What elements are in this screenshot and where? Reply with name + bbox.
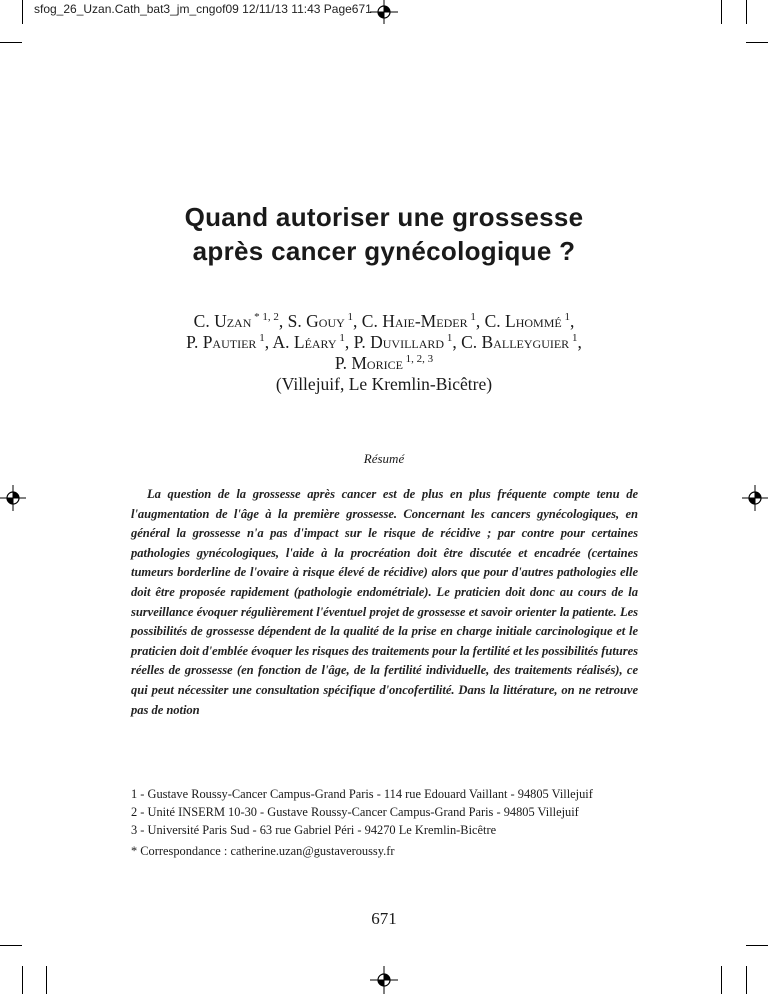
- author: C. Balleyguier $^1$,: [461, 332, 582, 352]
- abstract-heading: Résumé: [363, 451, 405, 466]
- author: P. Morice $^{1, 2, 3}$: [334, 353, 434, 373]
- affiliation-item: 1 - Gustave Roussy-Cancer Campus-Grand Paris - 114 rue Edouard Vaillant - 94805 Villejuif: [131, 787, 593, 801]
- affiliation-item: 3 - Université Paris Sud - 63 rue Gabriel Péri - 94270 Le Kremlin-Bicêtre: [131, 823, 497, 837]
- author: C. Uzan $^{* 1, 2}$,: [193, 311, 288, 331]
- registration-mark-icon: [0, 485, 26, 511]
- author: S. Gouy $^1$,: [287, 311, 362, 331]
- author: C. Haie-Meder $^1$,: [361, 311, 485, 331]
- author-location: (Villejuif, Le Kremlin-Bicêtre): [275, 374, 493, 394]
- title-line-1: Quand autoriser une grossesse: [184, 202, 584, 232]
- author: P. Duvillard $^1$,: [353, 332, 462, 352]
- author-block: [0, 311, 768, 395]
- author-line-3: [0, 353, 768, 374]
- registration-mark-icon: [370, 966, 398, 994]
- page-number: 671: [371, 909, 397, 928]
- author: A. Léary $^1$,: [272, 332, 354, 352]
- correspondence-note: * Correspondance : catherine.uzan@gustaveroussy.fr: [131, 844, 395, 858]
- registration-mark-icon: [742, 485, 768, 511]
- title-line-2: après cancer gynécologique ?: [192, 236, 576, 266]
- author: C. Lhommé $^1$,: [484, 311, 575, 331]
- author: P. Pautier $^1$,: [186, 332, 273, 352]
- author-line-2: [0, 332, 768, 353]
- registration-mark-icon: [370, 0, 398, 24]
- article-title: [0, 200, 768, 268]
- affiliation-item: 2 - Unité INSERM 10-30 - Gustave Roussy-Cancer Campus-Grand Paris - 94805 Villejuif: [131, 805, 579, 819]
- author-line-1: [0, 311, 768, 332]
- affiliations: [131, 785, 691, 839]
- abstract-text: La question de la grossesse après cancer est de plus en plus fréquente compte tenu de l'augmentation de l'âge à la première grossesse. Concernant les cancers gynécologiques, en général la grossesse n'a pas d'impact sur le risque de récidive ; par contre pour certaines pathologies gynécologiques, l'aide à la procréation doit être discutée et encadrée (certaines tumeurs borderline de l'ovaire à risque élevé de récidive) alors que pour d'autres pathologies elle doit être proposée rapidement (pathologie endométriale). Le praticien doit donc au cours de la surveillance évoquer régulièrement l'éventuel projet de grossesse et savoir orienter la patiente. Les possibilités de grossesse dépendent de la qualité de la prise en charge initiale carcinologique et le praticien doit d'emblée évoquer les risques des traitements pour la fertilité et les possibilités futures réelles de grossesse (en fonction de l'âge, de la fertilité individuelle, des traitements réalisés), ce qui peut nécessiter une consultation spécifique d'oncofertilité. Dans la littérature, on ne retrouve pas de notion: [131, 487, 638, 717]
- slug-line: sfog_26_Uzan.Cath_bat3_jm_cngof09 12/11/13 11:43 Page671: [34, 2, 372, 16]
